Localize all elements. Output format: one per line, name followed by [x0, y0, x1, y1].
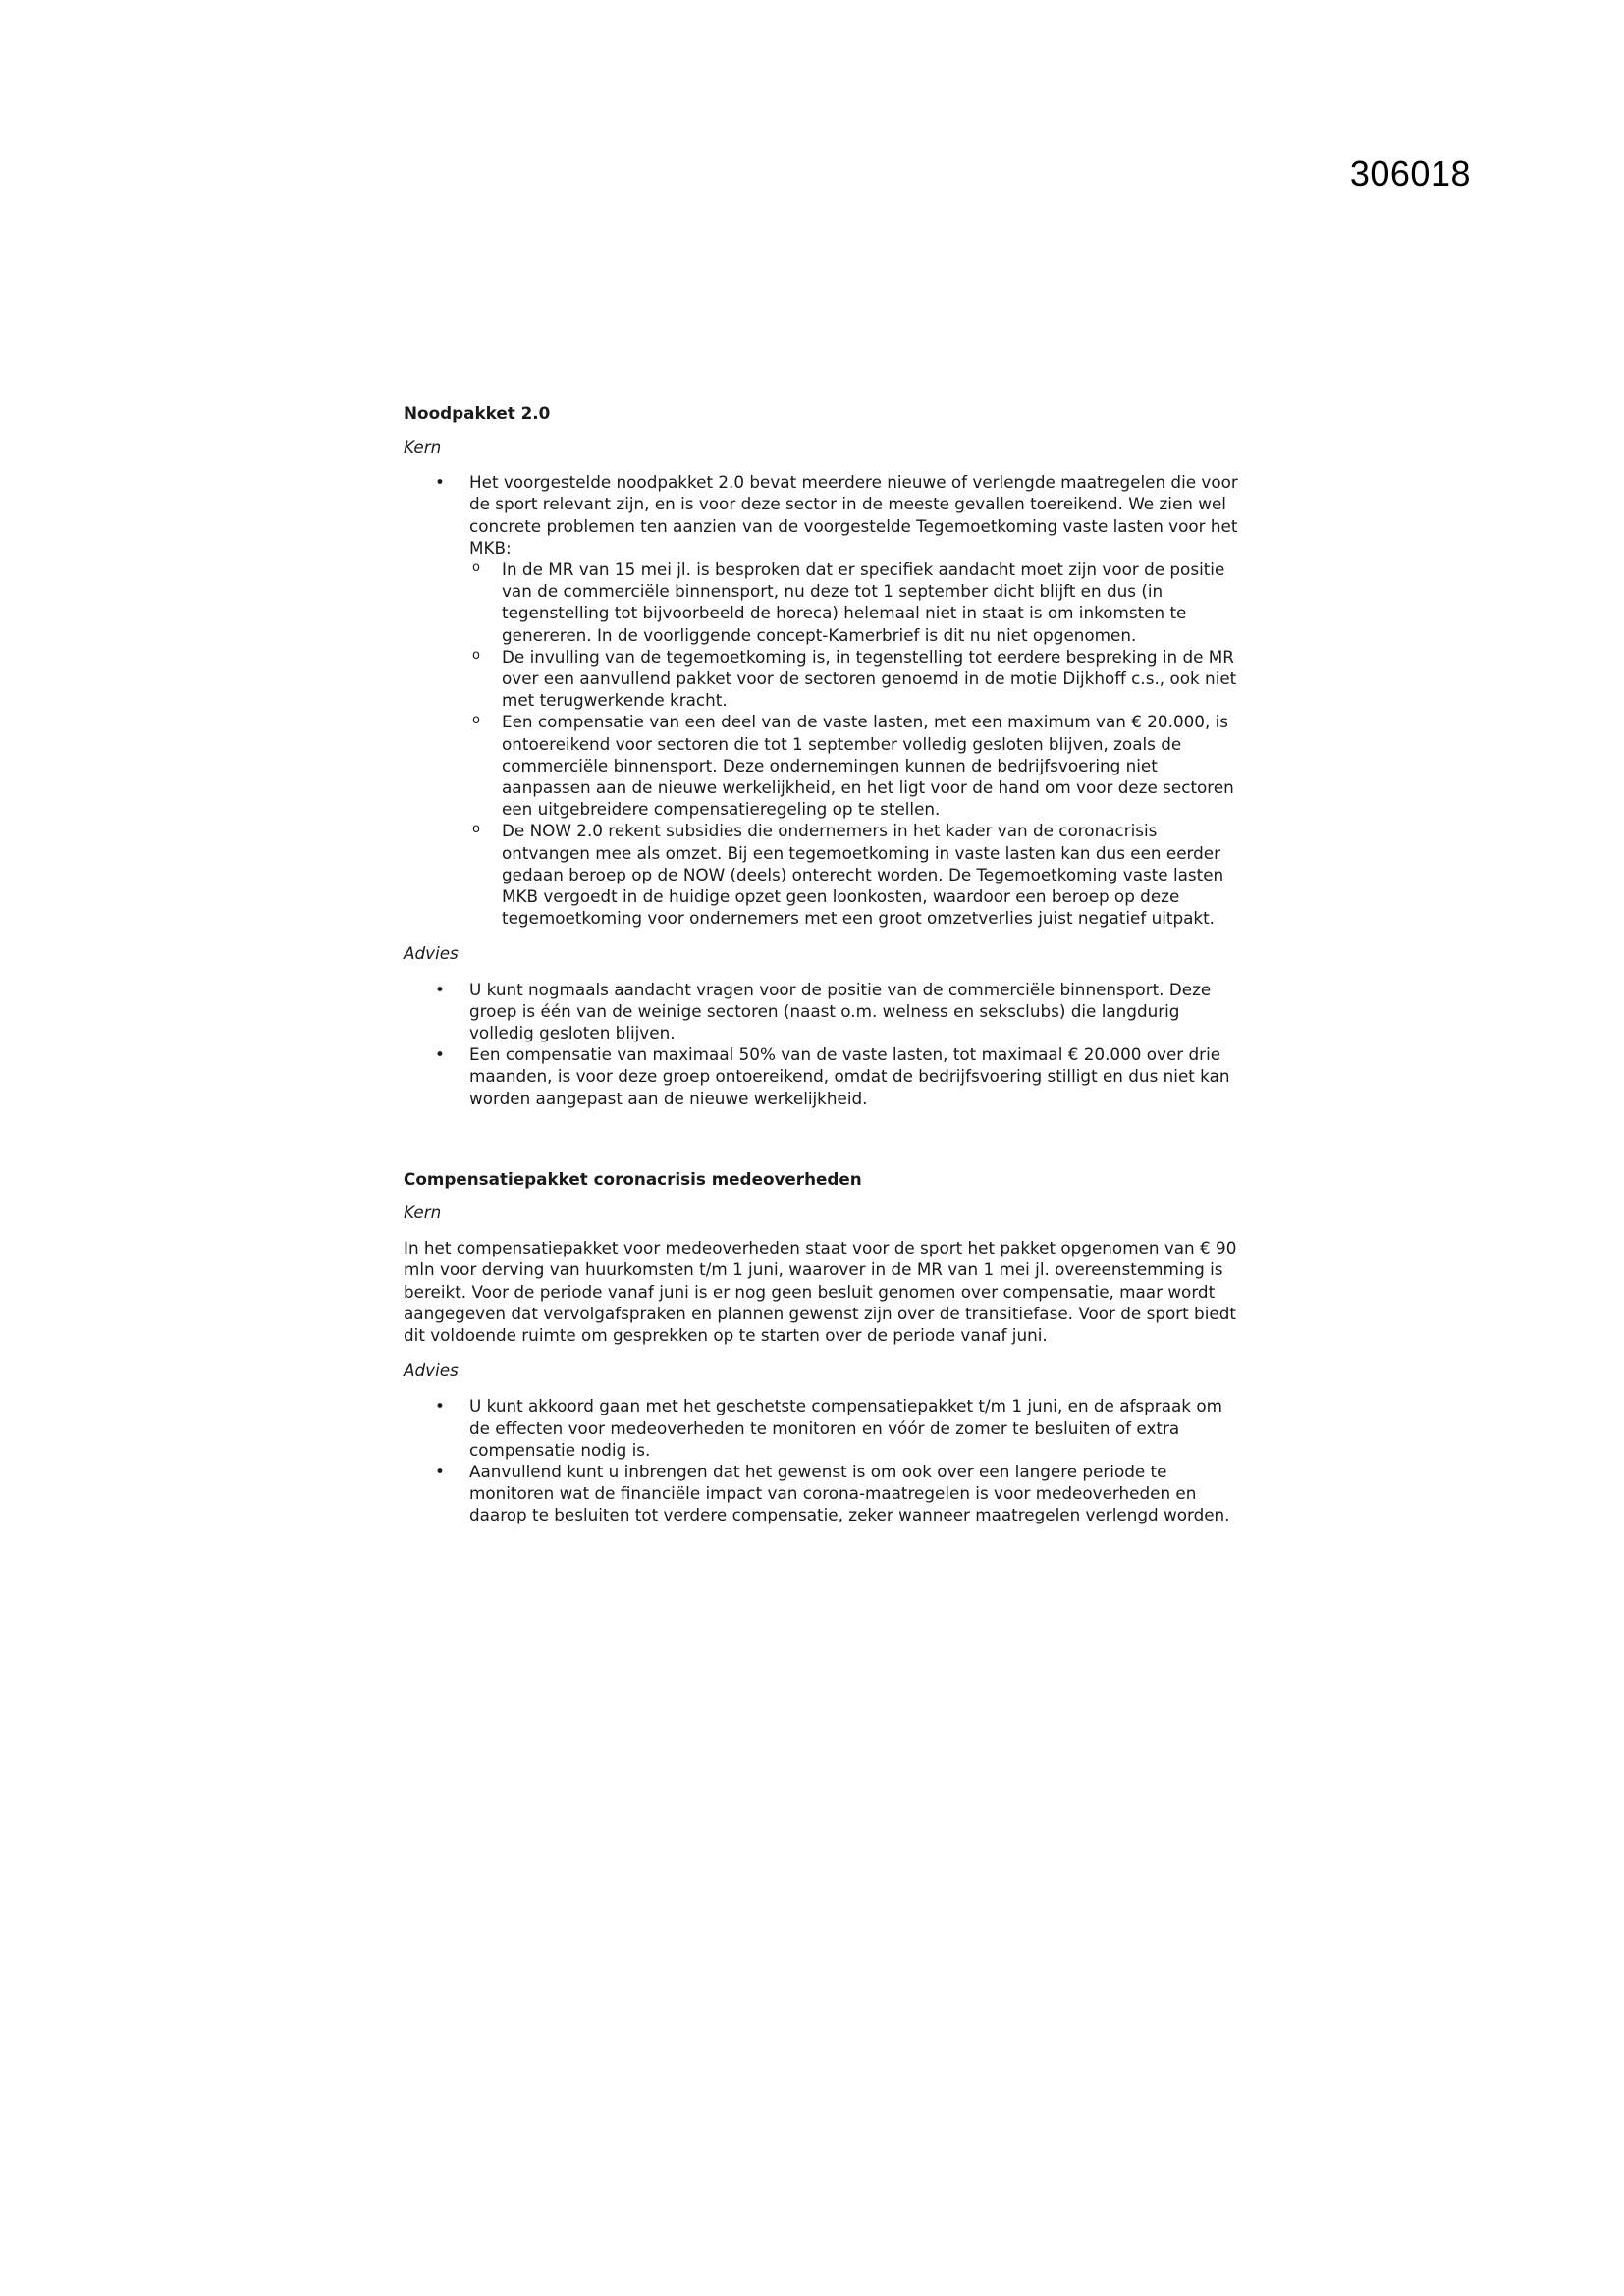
section-noodpakket — [404, 402, 1238, 1109]
sub-list-item: o De invulling van de tegemoetkoming is, in tegenstelling tot eerdere bespreking in de MR over een aanvullend pakket voor de sectoren genoemd in de motie Dijkhoff c.s., ook niet met terugwerkende kracht. — [502, 646, 1238, 712]
section-title: Compensatiepakket coronacrisis medeoverheden — [404, 1168, 862, 1189]
list-item: • U kunt nogmaals aandacht vragen voor de positie van de commerciële binnensport. Deze groep is één van de weinige sectoren (naast o.m. welness en seksclubs) die langdurig volledig gesloten blijven. — [469, 979, 1238, 1044]
sub-list-item: o Een compensatie van een deel van de vaste lasten, met een maximum van € 20.000, is ontoereikend voor sectoren die tot 1 september volledig gesloten blijven, zoals de commerciële binnensport. Deze ondernemingen kunnen de bedrijfsvoering niet aanpassen aan de nieuwe werkelijkheid, en het ligt voor de hand om voor deze sectoren een uitgebreidere compensatieregeling op te stellen. — [502, 711, 1238, 820]
kern-paragraph: In het compensatiepakket voor medeoverheden staat voor de sport het pakket opgenomen van € 90 mln voor derving van huurkomsten t/m 1 juni, waarover in de MR van 1 mei jl. overeenstemming is bereikt. Voor de periode vanaf juni is er nog geen besluit genomen over compensatie, maar wordt aangegeven dat vervolgafspraken en plannen gewenst zijn over de transitiefase. Voor de sport biedt dit voldoende ruimte om gesprekken op te starten over de periode vanaf juni. — [404, 1238, 1237, 1345]
sub-list-item: o De NOW 2.0 rekent subsidies die ondernemers in het kader van de coronacrisis ontvangen mee als omzet. Bij een tegemoetkoming in vaste lasten kan dus een eerder gedaan beroep op de NOW (deels) onterecht worden. De Tegemoetkoming vaste lasten MKB vergoedt in de huidige opzet geen loonkosten, waardoor een beroep op deze tegemoetkoming voor ondernemers met een groot omzetverlies juist negatief uitpakt. — [502, 820, 1238, 929]
kern-label: Kern — [404, 1201, 442, 1222]
list-item: • U kunt akkoord gaan met het geschetste compensatiepakket t/m 1 juni, en de afspraak om de effecten voor medeoverheden te monitoren en vóór de zomer te besluiten of extra compensatie nodig is. — [469, 1395, 1238, 1461]
kern-list — [404, 471, 1238, 929]
advies-list — [404, 979, 1238, 1109]
advies-label: Advies — [404, 1361, 459, 1381]
kern-sublist — [469, 559, 1238, 929]
advies-label: Advies — [404, 943, 459, 964]
document-number: 306018 — [1349, 153, 1471, 193]
sub-list-item: o In de MR van 15 mei jl. is besproken dat er specifiek aandacht moet zijn voor de positie van de commerciële binnensport, nu deze tot 1 september dicht blijft en dus (in tegenstelling tot bijvoorbeeld de horeca) helemaal niet in staat is om inkomsten te genereren. In de voorliggende concept-Kamerbrief is dit nu niet opgenomen. — [502, 559, 1238, 646]
section-gap — [404, 1123, 1238, 1168]
section-title: Noodpakket 2.0 — [404, 403, 551, 423]
kern-intro: Het voorgestelde noodpakket 2.0 bevat meerdere nieuwe of verlengde maatregelen die voor de sport relevant zijn, en is voor deze sector in de meeste gevallen toereikend. We zien wel concrete problemen ten aanzien van de voorgestelde Tegemoetkoming vaste lasten voor het MKB: — [469, 472, 1238, 558]
list-item: • Een compensatie van maximaal 50% van de vaste lasten, tot maximaal € 20.000 over drie maanden, is voor deze groep ontoereikend, omdat de bedrijfsvoering stilligt en dus niet kan worden aangepast aan de nieuwe werkelijkheid. — [469, 1043, 1238, 1109]
section-compensatiepakket — [404, 1168, 1238, 1526]
advies-list — [404, 1395, 1238, 1525]
document-body — [404, 402, 1238, 1540]
list-item — [469, 471, 1238, 929]
kern-label: Kern — [404, 437, 442, 456]
list-item: • Aanvullend kunt u inbrengen dat het gewenst is om ook over een langere periode te monitoren wat de financiële impact van corona-maatregelen is voor medeoverheden en daarop te besluiten tot verdere compensatie, zeker wanneer maatregelen verlengd worden. — [469, 1461, 1238, 1526]
